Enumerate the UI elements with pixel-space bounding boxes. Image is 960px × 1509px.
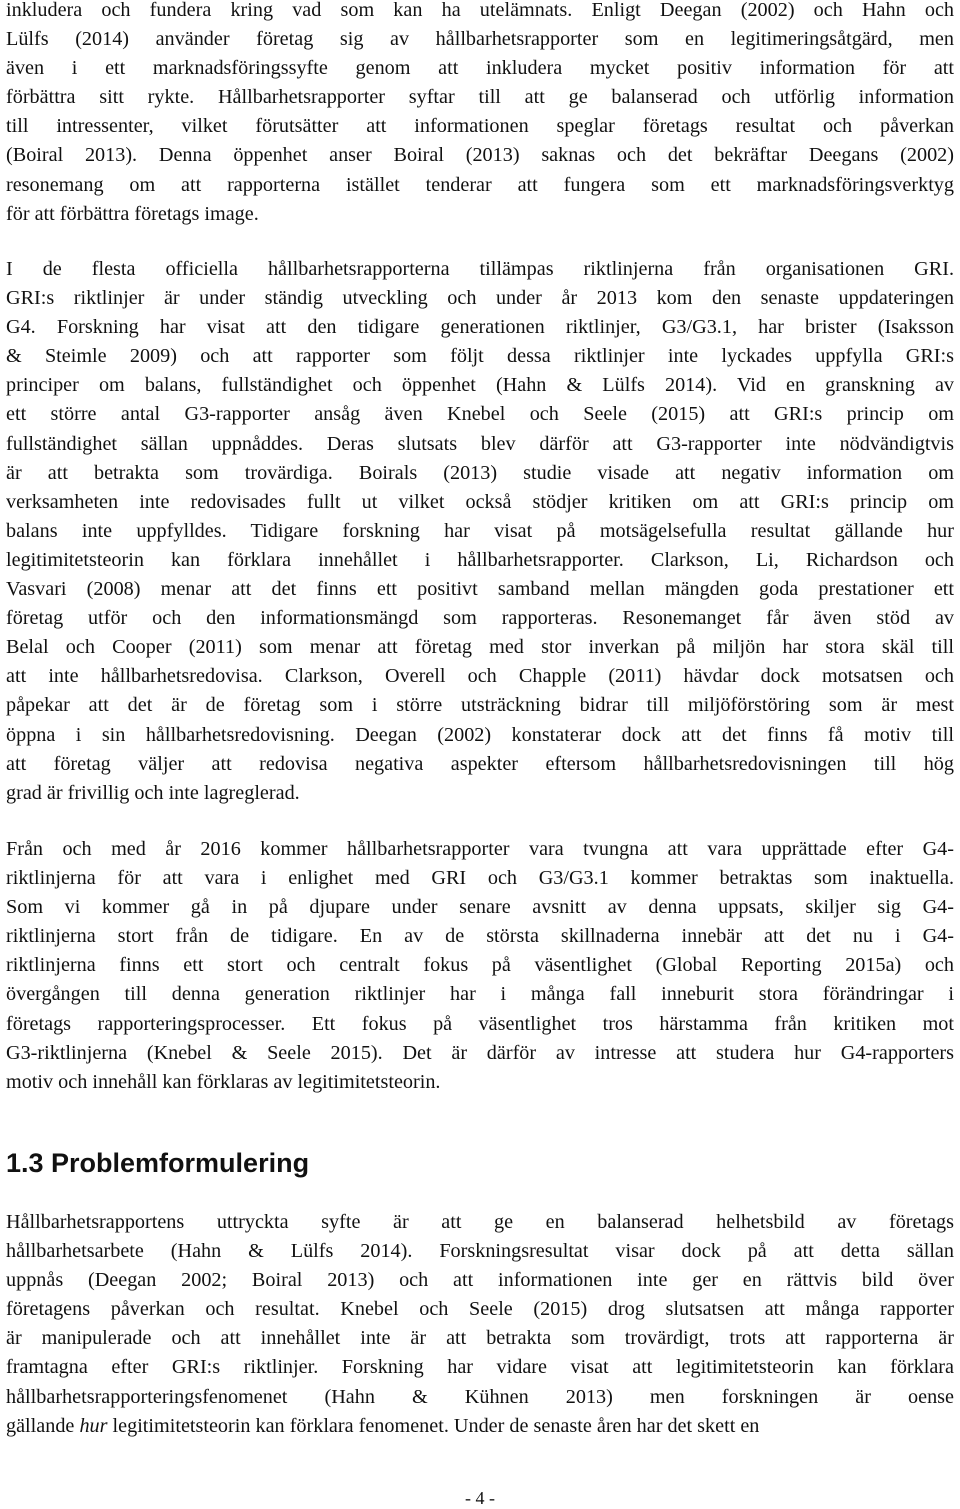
text-line: för att förbättra företags image. [6,202,259,225]
text-line: riktlinjerna för att vara i enlighet med GRI och G3/G3.1 kommer betraktas som inaktuella. [6,867,954,890]
text-line: att företag väljer att redovisa negativa aspekter eftersom hållbarhetsredovisningen till hög [6,752,954,775]
text-line: grad är frivillig och inte lagreglerad. [6,781,300,804]
text-line: att inte hållbarhetsredovisa. Clarkson, Overell och Chapple (2011) hävdar dock motsatsen och [6,665,954,688]
text-line: framtagna efter GRI:s riktlinjer. Forskning har vidare visat att legitimitetsteorin kan förklara [6,1356,954,1379]
paragraph-problem-statement [6,1208,954,1441]
text-line: påpekar att det är de företag som i större utsträckning bidrar till miljöförstöring som är mest [6,694,954,717]
text-line: Belal och Cooper (2011) som menar att företag med stor inverkan på miljön har stora skäl till [6,636,954,659]
text-line: företags rapporteringsprocesser. Ett fokus på väsentlighet tros härstamma från kritiken mot [6,1012,954,1035]
section-heading: 1.3 Problemformulering [6,1148,310,1178]
text-line: öppna i sin hållbarhetsredovisning. Deegan (2002) konstaterar dock att det finns få motiv till [6,723,954,746]
text-line: legitimitetsteorin kan förklara innehållet i hållbarhetsrapporter. Clarkson, Li, Richardson och [6,548,954,571]
text-line: GRI:s riktlinjer är under ständig utveckling och under år 2013 kom den senaste uppdateringen [6,287,954,310]
page-number: - 4 - [465,1488,495,1508]
text-line: även i ett marknadsföringssyfte genom att inkludera mycket positiv information för att [6,57,954,80]
text-line: är manipulerade och att innehållet inte är att betrakta som trovärdigt, trots att rapporterna är [6,1327,954,1350]
paragraph-gri-guidelines [6,255,954,808]
text-line: Från och med år 2016 kommer hållbarhetsrapporter vara tvungna att vara upprättade efter G4- [6,838,954,860]
text-line: förbättra sitt rykte. Hållbarhetsrapporter syftar till att ge balanserad och utförlig information [6,86,954,109]
text-line: Hållbarhetsrapportens uttryckta syfte är att ge en balanserad helhetsbild av företags [6,1211,954,1233]
text-line: företag utför och den informationsmängd som rapporteras. Resonemanget får även stöd av [6,607,954,630]
text-line: & Steimle 2009) och att rapporter som följt dessa riktlinjer inte lyckades uppfylla GRI:s [6,345,954,368]
paragraph-g4-transition [6,835,954,1097]
text-line: resonemang om att rapporterna istället tenderar att fungera som ett marknadsföringsverktyg [6,173,954,196]
text-line: I de flesta officiella hållbarhetsrapporterna tillämpas riktlinjerna från organisationen GRI. [6,258,954,280]
text-line: Vasvari (2008) menar att det finns ett positivt samband mellan mängden goda prestationer ett [6,578,954,601]
text-line: riktlinjerna stort från de tidigare. En av de största skillnaderna innebär att det nu i G4- [6,925,954,948]
text-line: Lülfs (2014) använder företag sig av hållbarhetsrapporter som en legitimeringsåtgärd, men [6,28,954,51]
text-line: motiv och innehåll kan förklaras av legitimitetsteorin. [6,1070,441,1093]
text-line: (Boiral 2013). Denna öppenhet anser Boiral (2013) saknas och det bekräftar Deegans (2002) [6,144,954,167]
text-line: är att betrakta som trovärdiga. Boirals (2013) studie visade att negativ information om [6,461,954,484]
text-line: balans inte uppfylldes. Tidigare forskning har visat på motsägelsefulla resultat gällande hur [6,519,954,542]
text-line: Som vi kommer gå in på djupare under senare avsnitt av denna uppsats, skiljer sig G4- [6,896,954,919]
text-line: verksamheten inte redovisades fullt ut vilket också stödjer kritiken om att GRI:s princip om [6,490,954,513]
text-line: företagens påverkan och resultat. Knebel och Seele (2015) drog slutsatsen att många rapporter [6,1298,954,1321]
text-line: inkludera och fundera kring vad som kan ha utelämnats. Enligt Deegan (2002) och Hahn och [6,0,954,21]
text-line: gällande hur legitimitetsteorin kan förklara fenomenet. Under de senaste åren har det skett en [6,1414,760,1437]
text-line: hållbarhetsrapporteringsfenomenet (Hahn & Kühnen 2013) men forskningen är oense [6,1385,954,1408]
text-line: uppnås (Deegan 2002; Boiral 2013) och att informationen inte ger en rättvis bild över [6,1269,954,1292]
text-line: fullständighet sällan uppnåddes. Deras slutsats blev därför att G3-rapporter inte nödvändigtvis [6,432,954,455]
paragraph-legitimacy-intro [6,0,954,229]
text-line: hållbarhetsarbete (Hahn & Lülfs 2014). Forskningsresultat visar dock på att detta sällan [6,1240,954,1263]
text-line: riktlinjerna finns ett stort och centralt fokus på väsentlighet (Global Reporting 2015a) och [6,954,954,977]
text-line: till intressenter, vilket förutsätter att informationen speglar företags resultat och påverkan [6,115,954,138]
text-line: övergången till denna generation riktlinjer har i många fall inneburit stora förändringar i [6,983,954,1006]
text-line: principer om balans, fullständighet och öppenhet (Hahn & Lülfs 2014). Vid en granskning av [6,374,954,397]
text-line: G4. Forskning har visat att den tidigare generationen riktlinjer, G3/G3.1, har brister (Isaksson [6,316,954,339]
text-line: G3-riktlinjerna (Knebel & Seele 2015). Det är därför av intresse att studera hur G4-rapporters [6,1041,954,1064]
text-line: ett större antal G3-rapporter ansåg även Knebel och Seele (2015) att GRI:s princip om [6,403,954,426]
